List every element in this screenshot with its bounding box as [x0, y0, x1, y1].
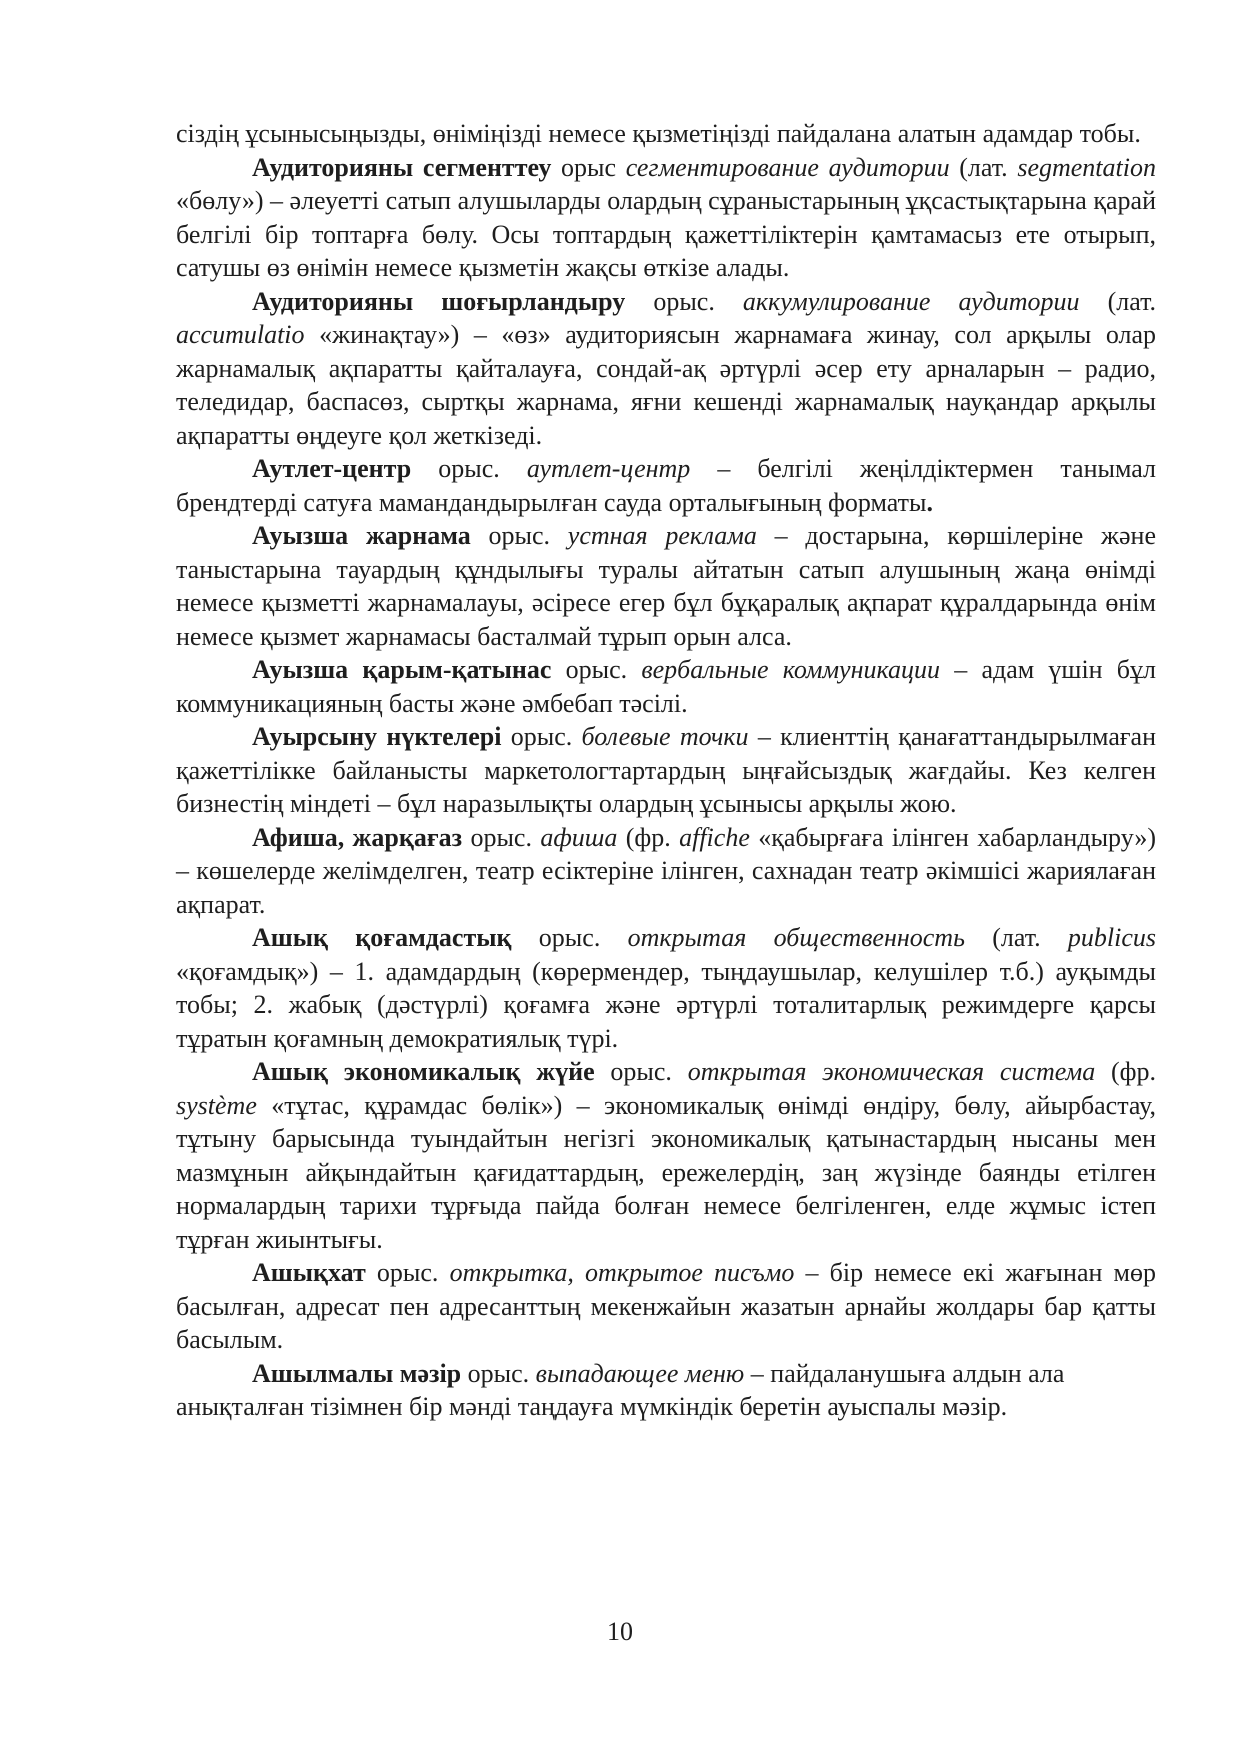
- entry-text: орыс.: [411, 454, 527, 483]
- entry-definition: «жинақтау») – «өз» аудиториясын жарнамаға жинау, сол арқылы олар жарнамалық ақпаратты қайталауға, сондай-ақ әртүрлі әсер ету арналарын – радио, теледидар, баспасөз, сыртқы жарнама, яғни кешенді жарнамалық науқандар арқылы ақпаратты өңдеуге қол жеткізеді.: [176, 320, 1156, 450]
- entry-definition: «тұтас, құрамдас бөлік») – экономикалық өнімді өндіру, бөлу, айырбастау, тұтыну барысында туындайтын негізгі экономикалық қатынастардың нысаны мен мазмұнын айқындайтын қағидаттардың, ережелердің, заң жүзінде баянды етілген нормалардың тарихи тұрғыда пайда болған немесе белгіленген, елде жұмыс істеп тұрған жиынтығы.: [176, 1090, 1156, 1254]
- entry-definition: – клиенттің қанағаттандырылмаған қажеттілікке байланысты маркетологтартардың ыңғайсыздық жағдайы. Кез келген бизнестің міндеті – бұл наразылықты олардың ұсынысы арқылы жою.: [176, 722, 1156, 818]
- entry-pain-points: [176, 720, 1156, 821]
- russian-equivalent: вербальные коммуникации: [641, 655, 941, 684]
- entry-text: орыс.: [501, 722, 582, 751]
- russian-equivalent: сегментирование аудитории: [625, 152, 950, 182]
- entry-definition: – бір немесе екі жағынан мөр басылған, адресат пен адресанттың мекенжайын жазатын арнайы жолдары бар қатты басылым.: [176, 1258, 1156, 1354]
- entry-text: орыс.: [511, 923, 628, 952]
- russian-equivalent: болевые точки: [581, 722, 749, 751]
- entry-text: орыс.: [551, 655, 642, 684]
- entry-term: Ашылмалы мәзір: [252, 1358, 462, 1388]
- russian-equivalent: аккумулирование аудитории: [742, 286, 1080, 316]
- entry-definition: «бөлу») – әлеуетті сатып алушыларды олардың сұраныстарының ұқсастықтарына қарай белгілі бір топтарға бөлу. Осы топтардың қажеттіліктерін қамтамасыз ете отырып, сатушы өз өнімін немесе қызметін жақсы өткізе алады.: [176, 186, 1156, 282]
- entry-text: орыс.: [594, 1057, 688, 1086]
- entry-word-of-mouth: [176, 519, 1156, 653]
- entry-text: орыс: [551, 152, 626, 182]
- entry-open-public: [176, 921, 1156, 1055]
- russian-equivalent: открытая общественность: [627, 923, 965, 952]
- entry-term: Аудиторияны сегменттеу: [252, 152, 552, 182]
- russian-equivalent: открытка, открытое писъмо: [449, 1258, 795, 1287]
- entry-end-mark: .: [926, 487, 933, 517]
- entry-outlet-center: [176, 452, 1156, 519]
- page-number: 10: [607, 1617, 633, 1646]
- entry-verbal-communication: [176, 653, 1156, 720]
- entry-text: орыс.: [625, 286, 743, 316]
- entry-audience-accumulation: [176, 285, 1156, 453]
- russian-equivalent: открытая экономическая система: [687, 1057, 1096, 1086]
- russian-equivalent: аутлет-центр: [526, 454, 691, 483]
- russian-equivalent: афиша: [540, 822, 618, 852]
- entry-definition: «қоғамдық») – 1. адамдардың (көрермендер, тыңдаушылар, келушілер т.б.) ауқымды тобы; 2. жабық (дәстүрлі) қоғамға және әртүрлі тоталитарлық режимдерге қарсы тұратын қоғамның демократиялық түрі.: [176, 956, 1156, 1053]
- entry-definition: – адам үшін бұл коммуникацияның басты және әмбебап тәсілі.: [176, 655, 1156, 718]
- russian-equivalent: устная реклама: [567, 521, 757, 550]
- entry-text: орыс.: [461, 1358, 536, 1388]
- entry-term: Аутлет-центр: [252, 454, 412, 483]
- entry-term: Афиша, жарқағаз: [252, 822, 463, 852]
- entry-text: орыс.: [365, 1258, 450, 1287]
- entry-definition: – достарына, көршілеріне және таныстарына тауардың құндылығы туралы айтатын сатып алушының жаңа өнімді немесе қызметті жарнамалауы, әсіресе егер бұл бұқаралық ақпарат құралдарында өнім немесе қызмет жарнамасы басталмай тұрып орын алса.: [176, 521, 1156, 651]
- entry-term: Ауызша қарым-қатынас: [252, 655, 552, 684]
- entry-text: (фр.: [617, 822, 680, 852]
- document-page: [176, 117, 1156, 1424]
- entry-dropdown-menu: [176, 1357, 1156, 1424]
- entry-text: (лат.: [949, 152, 1018, 182]
- entry-term: Ашық экономикалық жүйе: [252, 1057, 595, 1086]
- russian-equivalent: выпадающее меню: [535, 1358, 745, 1388]
- entry-definition: – белгілі жеңілдіктермен танымал брендтерді сатуға мамандандырылған сауда орталығының форматы: [176, 454, 1156, 517]
- entry-definition: «қабырғаға ілінген хабарландыру») – көшелерде желімделген, театр есіктеріне ілінген, сахнадан театр әкімшісі жариялаған ақпарат.: [176, 822, 1157, 919]
- entry-term: Ашық қоғамдастық: [252, 923, 512, 952]
- etymology-word: affiche: [679, 822, 750, 852]
- etymology-word: segmentation: [1017, 152, 1156, 182]
- etymology-word: publicus: [1067, 923, 1156, 952]
- etymology-word: accumulatio: [176, 320, 305, 349]
- entry-poster: [176, 821, 1156, 922]
- entry-term: Аудиторияны шоғырландыру: [252, 286, 626, 316]
- entry-term: Ашықхат: [252, 1258, 366, 1287]
- etymology-word: systѐme: [176, 1090, 257, 1120]
- entry-continuation: [176, 117, 1156, 151]
- entry-definition: – пайдаланушыға алдын ала анықталған тізімнен бір мәнді таңдауға мүмкіндік беретін ауыспалы мәзір.: [176, 1358, 1065, 1421]
- entry-term: Ауызша жарнама: [252, 521, 471, 550]
- entry-text: орыс.: [462, 822, 541, 852]
- continuation-text: сіздің ұсынысыңызды, өніміңізді немесе қызметіңізді пайдалана алатын адамдар тобы.: [176, 119, 1141, 148]
- entry-open-economic-system: [176, 1055, 1156, 1256]
- entry-audience-segmentation: [176, 151, 1156, 285]
- entry-text: (фр.: [1095, 1057, 1156, 1086]
- entry-text: (лат.: [1079, 286, 1156, 316]
- entry-term: Ауырсыну нүктелері: [252, 722, 502, 751]
- entry-text: (лат.: [964, 923, 1068, 952]
- entry-postcard: [176, 1256, 1156, 1357]
- entry-text: орыс.: [470, 521, 568, 550]
